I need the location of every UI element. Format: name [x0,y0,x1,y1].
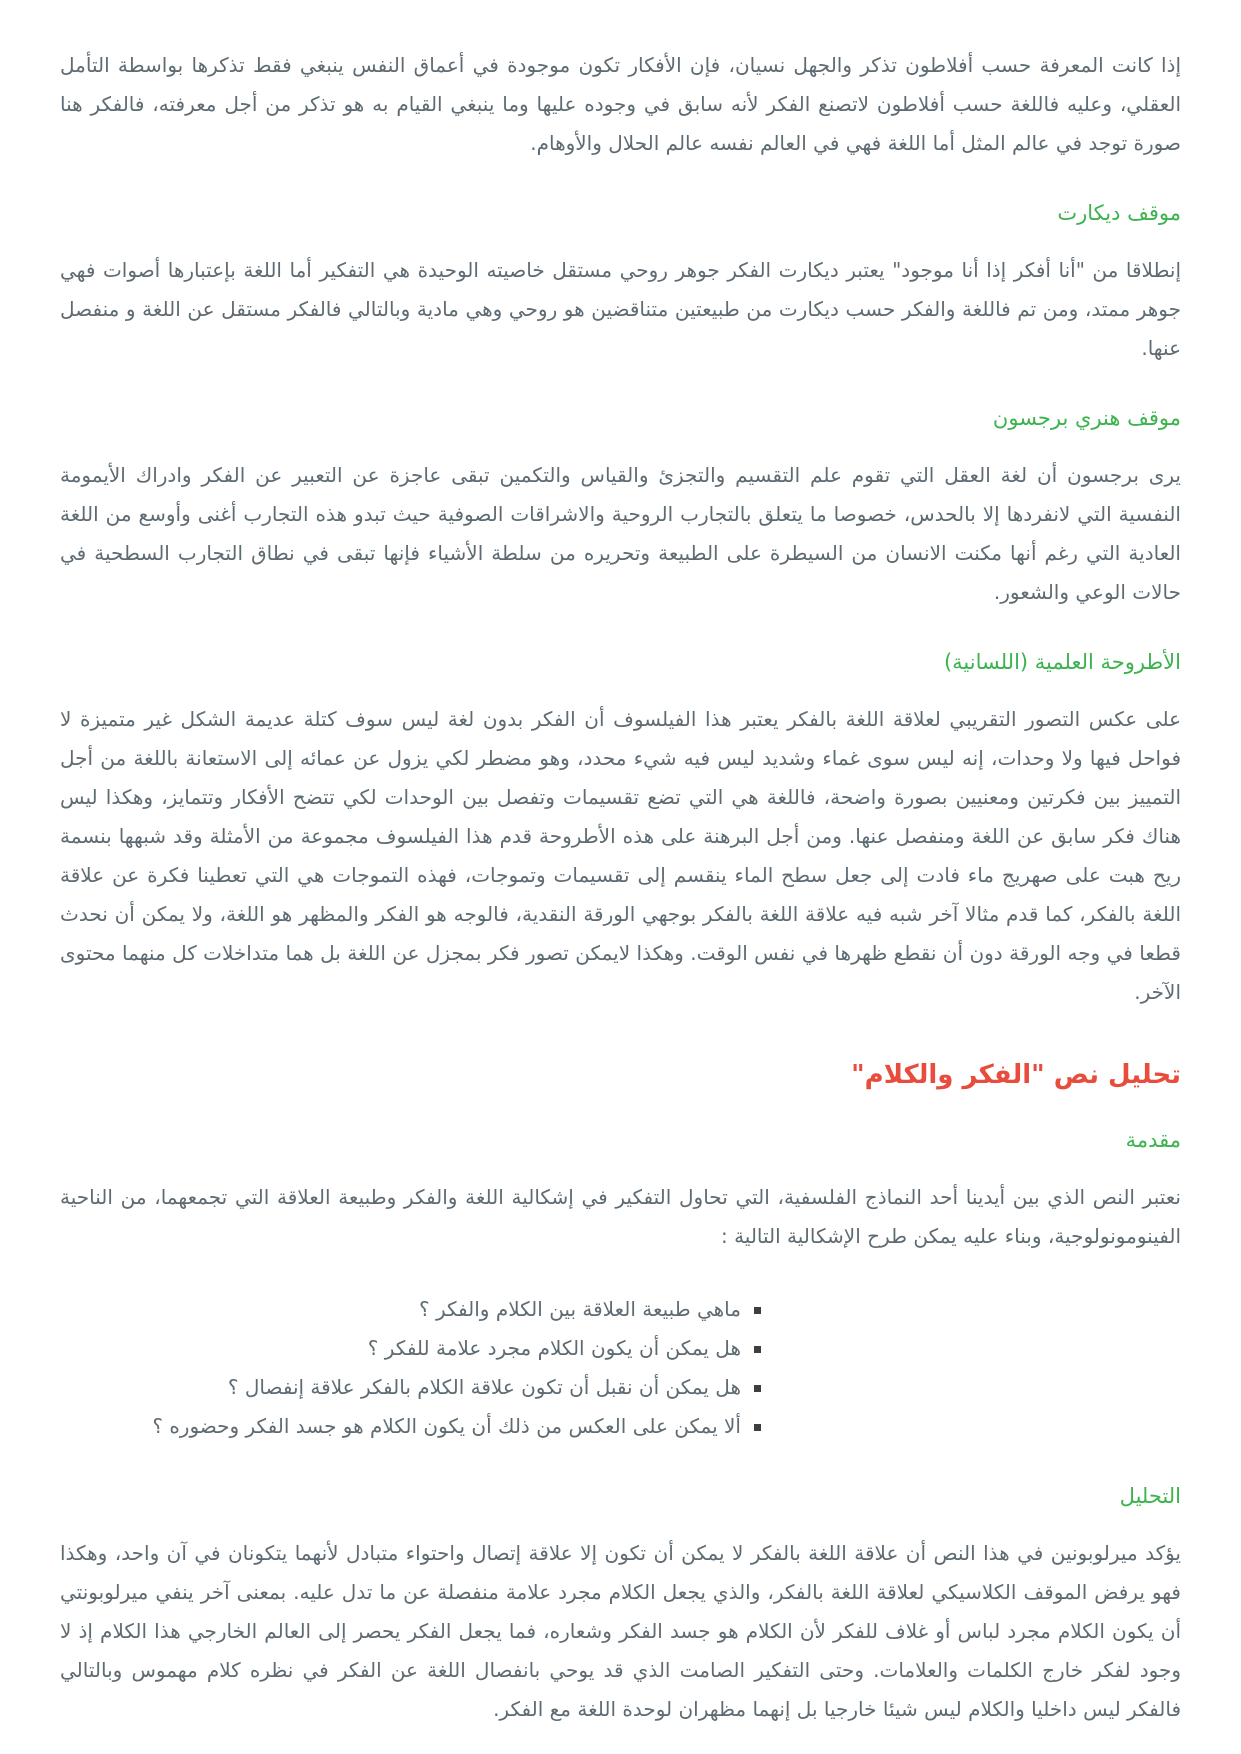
questions-list [60,1290,1181,1446]
paragraph-linguistic-thesis: على عكس التصور التقريبي لعلاقة اللغة بالفكر يعتبر هذا الفيلسوف أن الفكر بدون لغة ليس سوف كتلة عديمة الشكل غير متميزة لا فواحل فيها ولا وحدات، إنه ليس سوى غماء وشديد ليس فيه شيء محدد، وهو مضطر لكي يزول عن عمائه إلى الاستعانة باللغة من أجل التمييز بين فكرتين ومعنيين بصورة واضحة، فاللغة هي التي تضع تقسيمات وتفصل بين الوحدات لكي تتضح الأفكار وتتمايز، وهكذا ليس هناك فكر سابق عن اللغة ومنفصل عنها. ومن أجل البرهنة على هذه الأطروحة قدم هذا الفيلسوف مجموعة من الأمثلة وقد شبهها بنسمة ريح هبت على صهريج ماء فادت إلى جعل سطح الماء ينقسم إلى تقسيمات وتموجات، فهذه التموجات هي التي تعطينا فكرة عن علاقة اللغة بالفكر، كما قدم مثالا آخر شبه فيه علاقة اللغة بالفكر بوجهي الورقة النقدية، فالوجه هو الفكر والمظهر هو اللغة، ولا يمكن أن نحدث قطعا في وجه الورقة دون أن نقطع ظهرها في نفس الوقت. وهكذا لايمكن تصور فكر بمجزل عن اللغة بل هما متداخلات كل منهما محتوى الآخر. [60,707,1181,1004]
heading-linguistic-thesis: الأطروحة العلمية (اللسانية) [943,650,1181,674]
paragraph-analysis: يؤكد ميرلوبونين في هذا النص أن علاقة اللغة بالفكر لا يمكن أن تكون إلا علاقة إتصال واحتواء متبادل لأنهما يتكونان في آن واحد، وهكذا فهو يرفض الموقف الكلاسيكي لعلاقة اللغة بالفكر، والذي يجعل الكلام مجرد علامة منفصلة عن ما تدل عليه. بمعنى آخر ينفي ميرلوبونتي أن يكون الكلام مجرد لباس أو غلاف للفكر لأن الكلام هو جسد الفكر وشعاره، فما يجعل الفكر يحصر إلى العالم الخارجي هذا الكلام إذ لا وجود لفكر خارج الكلمات والعلامات. وحتى التفكير الصامت الذي قد يوحي بانفصال اللغة عن الفكر في نظره كلام مهموس وبالتالي فالفكر ليس داخليا والكلام ليس شيئا خارجيا بل إنهما مظهران لوحدة اللغة مع الفكر. [60,1541,1181,1721]
heading-introduction: مقدمة [1125,1128,1181,1152]
question-text: ألا يمكن على العكس من ذلك أن يكون الكلام هو جسد الفكر وحضوره ؟ [152,1414,741,1438]
question-text: هل يمكن أن نقبل أن تكون علاقة الكلام بالفكر علاقة إنفصال ؟ [227,1375,741,1399]
paragraph-descartes: إنطلاقا من "أنا أفكر إذا أنا موجود" يعتبر ديكارت الفكر جوهر روحي مستقل خاصيته الوحيدة هي التفكير أما اللغة بإعتبارها أصوات فهي جوهر ممتد، ومن تم فاللغة والفكر حسب ديكارت من طبيعتين متناقضين هو روحي وهي مادية وبالتالي فالفكر مستقل عن اللغة و منفصل عنها. [60,258,1181,360]
question-text: هل يمكن أن يكون الكلام مجرد علامة للفكر ؟ [367,1336,741,1360]
square-bullet-icon [754,1346,761,1353]
question-item [60,1329,761,1368]
question-item [60,1290,761,1329]
paragraph-introduction: نعتبر النص الذي بين أيدينا أحد النماذج الفلسفية، التي تحاول التفكير في إشكالية اللغة والفكر وطبيعة العلاقة التي تجمعهما، من الناحية الفينومونولوجية، وبناء عليه يمكن طرح الإشكالية التالية : [60,1185,1181,1248]
question-text: ماهي طبيعة العلاقة بين الكلام والفكر ؟ [418,1297,741,1321]
square-bullet-icon [754,1424,761,1431]
question-item [60,1407,761,1446]
paragraph-plato: إذا كانت المعرفة حسب أفلاطون تذكر والجهل نسيان، فإن الأفكار تكون موجودة في أعماق النفس ينبغي فقط تذكرها بواسطة التأمل العقلي، وعليه فاللغة حسب أفلاطون لاتصنع الفكر لأنه سابق في وجوده عليها وما ينبغي القيام به هو تذكر من أجل معرفته، فالفكر هنا صورة توجد في عالم المثل أما اللغة فهي في العالم نفسه عالم الحلال والأوهام. [60,53,1181,155]
paragraph-bergson: يرى برجسون أن لغة العقل التي تقوم علم التقسيم والتجزئ والقياس والتكمين تبقى عاجزة عن التعبير عن الفكر وادراك الأيمومة النفسية التي لانفردها إلا بالحدس، خصوصا ما يتعلق بالتجارب الروحية والاشراقات الصوفية حيث تبدو هذه التجارب أغنى وأوسع من اللغة العادية التي رغم أنها مكنت الانسان من السيطرة على الطبيعة وتحريره من سلطة الأشياء فإنها تبقى في نطاق التجارب السطحية في حالات الوعي والشعور. [60,463,1181,604]
heading-bergson: موقف هنري برجسون [992,406,1181,430]
heading-text-analysis-title: تحليل نص "الفكر والكلام" [851,1060,1181,1090]
square-bullet-icon [754,1385,761,1392]
question-item [60,1368,761,1407]
heading-descartes: موقف ديكارت [1057,201,1181,225]
square-bullet-icon [754,1307,761,1314]
heading-analysis: التحليل [1119,1484,1181,1508]
